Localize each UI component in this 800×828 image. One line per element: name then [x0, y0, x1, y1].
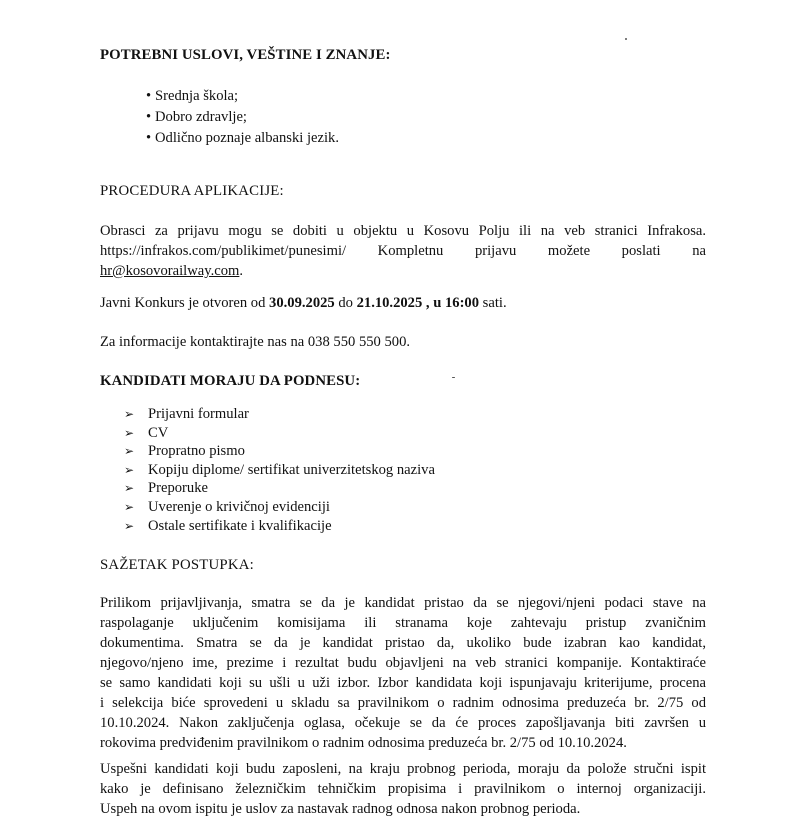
list-item: • Odlično poznaje albanski jezik.	[146, 128, 339, 149]
paragraph-line: dokumentima. Smatra se da je kandidat pristao da, ukoliko bude izabran kao kandidat,	[100, 635, 706, 651]
paragraph-line: Uspeh na ovom ispitu je uslov za nastavak radnog odnosa nakon probnog perioda.	[100, 801, 581, 817]
summary-heading: SAŽETAK POSTUPKA:	[100, 557, 254, 573]
deadline-line	[100, 295, 507, 312]
procedure-line-2: https://infrakos.com/publikimet/punesimi/ Kompletnu prijavu možete poslati na	[100, 243, 706, 259]
procedure-line-3	[100, 261, 706, 281]
contact-line: Za informacije kontaktirajte nas na 038 550 550 500.	[100, 334, 411, 350]
list-item: ➢ CV	[124, 424, 169, 441]
procedure-paragraph	[100, 221, 706, 281]
list-item: • Dobro zdravlje;	[146, 107, 339, 128]
arrow-bullet-icon: ➢	[124, 499, 135, 514]
summary-paragraph-2	[100, 759, 706, 819]
paragraph-line: i selekcija biće sprovedeni u skladu sa pravilnikom o radnim odnosima preduzeća br. 2/75 od	[100, 695, 706, 711]
paragraph-line: rokovima predviđenim pravilnikom o radnim odnosima preduzeća br. 2/75 od 10.10.2024.	[100, 735, 627, 751]
summary-paragraph-1	[100, 593, 706, 753]
paragraph-line: 10.10.2024. Nakon zaključenja oglasa, očekuje se da će proces zapošljavanja biti završen u	[100, 715, 706, 731]
paragraph-line: njegovo/njeno ime, prezime i rezultat budu objavljeni na veb stranici kompanije. Kontaktiraće	[100, 655, 706, 671]
deadline-middle: do	[334, 295, 357, 311]
submit-heading: KANDIDATI MORAJU DA PODNESU:	[100, 373, 361, 389]
deadline-prefix: Javni Konkurs je otvoren od	[100, 295, 270, 311]
list-item: ➢ Ostale sertifikate i kvalifikacije	[124, 517, 332, 534]
arrow-bullet-icon: ➢	[124, 518, 135, 533]
list-item: ➢ Uverenje o krivičnoj evidenciji	[124, 498, 330, 515]
deadline-suffix: sati.	[479, 295, 507, 311]
email-suffix: .	[239, 263, 244, 279]
paragraph-line: Prilikom prijavljivanja, smatra se da je kandidat pristao da se njegovi/njeni podaci stave na	[100, 595, 706, 611]
paragraph-line: se samo kandidati koji su ušli u uži izbor. Izbor kandidata koji ispunjavaju kriterijume, procena	[100, 675, 706, 691]
paragraph-line: raspolaganje uključenim komisijama ili stranama koje zahtevaju pristup zvaničnim	[100, 615, 706, 631]
submit-list	[124, 405, 435, 535]
arrow-bullet-icon: ➢	[124, 425, 135, 440]
arrow-bullet-icon: ➢	[124, 444, 135, 459]
list-item: ➢ Propratno pismo	[124, 443, 245, 460]
arrow-bullet-icon: ➢	[124, 481, 135, 496]
deadline-end: 21.10.2025 , u 16:00	[356, 295, 480, 311]
email-link[interactable]: hr@kosovorailway.com	[100, 263, 240, 279]
requirements-list	[146, 86, 339, 149]
arrow-bullet-icon: ➢	[124, 462, 135, 477]
requirements-heading: POTREBNI USLOVI, VEŠTINE I ZNANJE:	[100, 47, 391, 63]
list-item: ➢ Kopiju diplome/ sertifikat univerzitetskog naziva	[124, 461, 435, 478]
arrow-bullet-icon: ➢	[124, 407, 135, 421]
paragraph-line: Uspešni kandidati koji budu zaposleni, na kraju probnog perioda, moraju da polože stručni ispit	[100, 761, 706, 777]
list-item: ➢ Prijavni formular	[124, 406, 249, 422]
list-item: ➢ Preporuke	[124, 480, 208, 497]
list-item: • Srednja škola;	[146, 86, 339, 107]
deadline-start: 30.09.2025	[269, 295, 335, 311]
scan-speck	[625, 38, 627, 40]
procedure-heading: PROCEDURA APLIKACIJE:	[100, 183, 284, 199]
scan-speck	[452, 377, 455, 378]
procedure-line-1: Obrasci za prijavu mogu se dobiti u objektu u Kosovu Polju ili na veb stranici Infrakosa.	[100, 223, 706, 239]
paragraph-line: kako je definisano železničkim tehničkim propisima i pravilnikom o internoj organizaciji.	[100, 781, 706, 797]
